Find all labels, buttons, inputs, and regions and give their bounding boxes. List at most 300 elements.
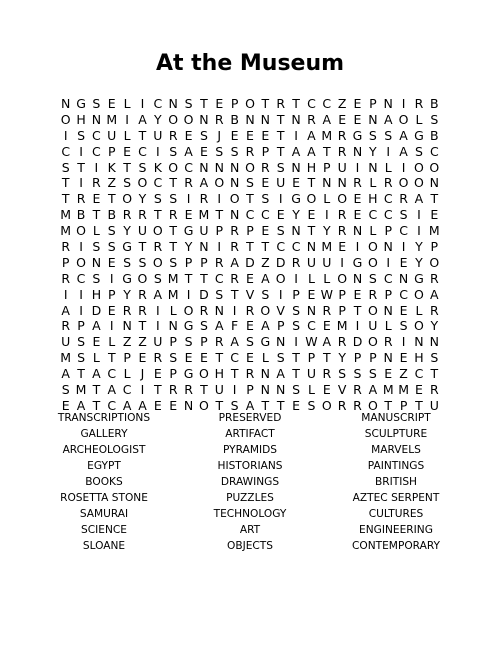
grid-letter: L: [369, 175, 377, 191]
grid-letter: C: [383, 191, 393, 207]
grid-letter: E: [338, 239, 347, 255]
grid-letter: H: [91, 286, 102, 302]
grid-letter: O: [60, 111, 71, 127]
grid-letter: D: [275, 254, 286, 270]
grid-letter: Y: [154, 111, 162, 127]
word-bank-item: MANUSCRIPT: [361, 412, 431, 424]
grid-letter: R: [337, 223, 347, 239]
grid-letter: T: [77, 366, 85, 382]
grid-letter: I: [294, 127, 298, 143]
grid-letter: L: [123, 127, 131, 143]
grid-letter: E: [307, 207, 316, 223]
grid-letter: Z: [399, 366, 408, 382]
grid-letter: E: [353, 96, 362, 111]
grid-letter: S: [414, 143, 423, 159]
grid-letter: R: [61, 270, 71, 286]
grid-row: [58, 96, 442, 112]
grid-letter: S: [61, 159, 70, 175]
grid-letter: A: [199, 175, 209, 191]
grid-letter: I: [186, 286, 191, 302]
grid-letter: O: [183, 111, 194, 127]
grid-letter: I: [109, 318, 114, 334]
grid-letter: S: [92, 270, 101, 286]
grid-letter: I: [401, 159, 406, 175]
grid-letter: P: [338, 286, 346, 302]
grid-letter: R: [337, 143, 347, 159]
grid-row: [58, 334, 442, 350]
grid-letter: C: [399, 223, 408, 239]
grid-letter: S: [199, 127, 208, 143]
grid-letter: N: [414, 334, 424, 350]
grid-letter: T: [169, 239, 178, 255]
grid-letter: P: [215, 223, 224, 239]
grid-letter: O: [245, 159, 255, 175]
grid-letter: C: [184, 159, 193, 175]
grid-letter: E: [246, 270, 254, 286]
word-bank-item: OBJECTS: [226, 540, 274, 552]
grid-letter: C: [61, 143, 71, 159]
grid-row: [58, 191, 442, 207]
grid-letter: C: [92, 143, 101, 159]
grid-letter: I: [109, 270, 114, 286]
grid-letter: N: [199, 111, 209, 127]
word-bank-item: SCULPTURE: [364, 428, 428, 440]
grid-letter: S: [123, 175, 132, 191]
word-bank-item: DRAWINGS: [220, 476, 280, 488]
grid-letter: I: [217, 191, 222, 207]
grid-letter: L: [261, 350, 269, 366]
grid-letter: E: [399, 350, 408, 366]
grid-letter: R: [368, 286, 378, 302]
grid-letter: R: [291, 254, 301, 270]
word-bank-item: BRITISH: [374, 476, 418, 488]
word-bank-item: PAINTINGS: [367, 460, 425, 472]
grid-letter: S: [307, 397, 316, 413]
grid-letter: R: [245, 143, 255, 159]
grid-letter: N: [91, 111, 102, 127]
grid-letter: S: [138, 254, 147, 270]
grid-letter: T: [92, 397, 101, 413]
grid-letter: I: [355, 159, 360, 175]
grid-letter: P: [77, 318, 85, 334]
grid-letter: E: [169, 397, 178, 413]
grid-letter: S: [384, 127, 393, 143]
grid-letter: R: [429, 302, 439, 318]
word-bank-item: TECHNOLOGY: [213, 508, 287, 520]
grid-letter: N: [383, 302, 393, 318]
grid-letter: N: [352, 270, 363, 286]
grid-letter: A: [230, 334, 239, 350]
grid-letter: O: [414, 159, 424, 175]
grid-letter: T: [292, 350, 300, 366]
grid-letter: T: [276, 127, 285, 143]
grid-letter: P: [246, 223, 254, 239]
grid-letter: E: [184, 207, 193, 223]
grid-letter: R: [199, 191, 209, 207]
grid-letter: Z: [107, 175, 117, 191]
grid-letter: I: [186, 191, 191, 207]
grid-letter: C: [368, 207, 378, 223]
grid-letter: T: [107, 191, 116, 207]
word-column-1: [29, 410, 179, 554]
grid-letter: U: [199, 223, 209, 239]
grid-letter: T: [77, 159, 85, 175]
grid-letter: E: [138, 350, 147, 366]
grid-letter: S: [276, 223, 285, 239]
grid-letter: Y: [123, 286, 131, 302]
grid-letter: R: [168, 127, 178, 143]
grid-letter: H: [306, 159, 317, 175]
grid-letter: A: [383, 111, 393, 127]
grid-letter: E: [199, 350, 208, 366]
grid-row: [58, 382, 442, 398]
grid-letter: L: [323, 191, 331, 207]
grid-letter: I: [140, 96, 145, 111]
grid-letter: T: [322, 350, 331, 366]
grid-letter: O: [168, 111, 179, 127]
grid-letter: U: [306, 366, 316, 382]
grid-letter: S: [276, 350, 285, 366]
grid-letter: I: [155, 318, 160, 334]
grid-letter: N: [291, 159, 301, 175]
grid-letter: C: [107, 397, 117, 413]
grid-letter: R: [214, 254, 224, 270]
grid-letter: B: [107, 207, 117, 223]
word-bank-item: SCIENCE: [81, 524, 127, 536]
grid-letter: I: [386, 143, 391, 159]
grid-letter: N: [429, 334, 439, 350]
grid-letter: D: [352, 334, 363, 350]
grid-letter: A: [291, 143, 301, 159]
grid-letter: G: [291, 191, 301, 207]
grid-letter: T: [92, 382, 101, 398]
grid-letter: N: [61, 96, 71, 111]
grid-letter: R: [337, 397, 347, 413]
grid-letter: S: [368, 270, 377, 286]
grid-row: [58, 112, 442, 128]
grid-letter: R: [322, 366, 332, 382]
grid-letter: P: [292, 286, 300, 302]
grid-letter: R: [168, 207, 178, 223]
grid-letter: E: [353, 207, 362, 223]
grid-letter: I: [155, 143, 160, 159]
grid-letter: C: [76, 270, 86, 286]
grid-letter: I: [417, 207, 421, 223]
grid-letter: O: [275, 270, 286, 286]
grid-letter: T: [276, 397, 285, 413]
grid-letter: R: [337, 334, 347, 350]
grid-letter: I: [417, 223, 421, 239]
grid-letter: T: [230, 366, 239, 382]
grid-letter: S: [169, 254, 178, 270]
grid-letter: S: [399, 318, 408, 334]
grid-letter: N: [291, 223, 301, 239]
grid-letter: E: [338, 111, 347, 127]
grid-letter: S: [77, 350, 85, 366]
grid-letter: C: [383, 270, 393, 286]
grid-letter: A: [261, 270, 270, 286]
grid-letter: C: [107, 366, 117, 382]
word-bank-item: TRANSCRIPTIONS: [57, 412, 151, 424]
grid-letter: S: [169, 350, 178, 366]
grid-letter: T: [384, 397, 393, 413]
grid-letter: F: [231, 318, 239, 334]
grid-letter: K: [153, 159, 162, 175]
grid-letter: M: [321, 127, 333, 143]
grid-letter: J: [140, 366, 145, 382]
grid-letter: E: [307, 286, 316, 302]
grid-letter: S: [153, 191, 162, 207]
grid-letter: M: [336, 318, 348, 334]
grid-letter: O: [229, 191, 240, 207]
grid-letter: S: [169, 191, 178, 207]
grid-letter: E: [322, 382, 331, 398]
grid-letter: S: [430, 111, 439, 127]
grid-letter: A: [122, 397, 132, 413]
grid-letter: N: [168, 318, 178, 334]
grid-letter: O: [76, 254, 86, 270]
grid-letter: B: [430, 127, 439, 143]
grid-letter: S: [430, 350, 439, 366]
grid-letter: R: [153, 350, 163, 366]
grid-letter: S: [353, 366, 362, 382]
grid-letter: T: [430, 191, 439, 207]
grid-row: [58, 303, 442, 319]
grid-letter: S: [215, 286, 224, 302]
grid-row: [58, 366, 442, 382]
grid-letter: W: [320, 286, 333, 302]
grid-letter: S: [261, 286, 270, 302]
grid-letter: R: [429, 382, 439, 398]
grid-letter: Y: [338, 350, 346, 366]
grid-letter: N: [260, 382, 271, 398]
grid-letter: S: [215, 143, 224, 159]
grid-letter: H: [414, 350, 424, 366]
grid-letter: A: [153, 286, 163, 302]
grid-letter: I: [401, 96, 406, 111]
grid-letter: I: [79, 239, 83, 255]
grid-letter: R: [138, 302, 147, 318]
grid-row: [58, 239, 442, 255]
grid-letter: E: [261, 223, 270, 239]
grid-letter: Y: [430, 318, 439, 334]
grid-letter: D: [91, 302, 102, 318]
grid-letter: U: [214, 382, 224, 398]
grid-letter: G: [122, 270, 132, 286]
grid-letter: I: [294, 334, 298, 350]
grid-letter: S: [153, 270, 162, 286]
grid-letter: S: [230, 397, 239, 413]
word-column-3: [321, 410, 471, 554]
grid-letter: R: [122, 302, 132, 318]
grid-letter: N: [291, 111, 301, 127]
grid-letter: E: [384, 366, 393, 382]
grid-letter: C: [230, 350, 239, 366]
grid-letter: O: [260, 302, 271, 318]
grid-letter: U: [429, 397, 439, 413]
grid-letter: V: [276, 302, 285, 318]
grid-letter: O: [414, 318, 424, 334]
grid-letter: I: [125, 111, 129, 127]
grid-letter: E: [414, 382, 423, 398]
grid-letter: T: [430, 366, 439, 382]
grid-letter: R: [184, 382, 193, 398]
grid-letter: U: [137, 223, 148, 239]
grid-letter: R: [383, 334, 393, 350]
grid-letter: P: [369, 350, 377, 366]
grid-letter: V: [337, 382, 347, 398]
grid-letter: R: [353, 397, 362, 413]
grid-row: [58, 223, 442, 239]
grid-letter: O: [367, 302, 378, 318]
grid-letter: U: [107, 127, 117, 143]
grid-letter: S: [338, 366, 347, 382]
grid-letter: T: [215, 397, 224, 413]
grid-letter: P: [61, 254, 70, 270]
grid-letter: H: [214, 366, 224, 382]
grid-letter: U: [153, 334, 163, 350]
grid-letter: T: [200, 270, 208, 286]
grid-letter: Z: [122, 334, 132, 350]
grid-letter: S: [292, 382, 301, 398]
grid-letter: R: [76, 191, 86, 207]
grid-letter: D: [199, 286, 209, 302]
grid-letter: N: [229, 207, 240, 223]
grid-letter: I: [278, 191, 283, 207]
grid-letter: O: [367, 397, 378, 413]
grid-letter: O: [198, 366, 209, 382]
grid-letter: T: [353, 302, 362, 318]
grid-letter: A: [307, 143, 316, 159]
grid-letter: L: [415, 111, 423, 127]
grid-letter: N: [214, 159, 224, 175]
grid-letter: S: [92, 96, 101, 111]
grid-letter: S: [77, 334, 85, 350]
grid-letter: T: [61, 175, 70, 191]
grid-letter: E: [107, 302, 116, 318]
grid-letter: P: [276, 318, 285, 334]
grid-letter: S: [184, 96, 193, 111]
grid-letter: P: [369, 96, 377, 111]
grid-letter: C: [214, 270, 224, 286]
grid-letter: N: [337, 175, 347, 191]
grid-letter: T: [154, 382, 162, 398]
grid-letter: T: [276, 111, 285, 127]
grid-letter: N: [429, 175, 439, 191]
grid-letter: O: [152, 223, 163, 239]
grid-letter: P: [323, 159, 331, 175]
grid-letter: K: [107, 159, 116, 175]
grid-letter: E: [107, 254, 116, 270]
grid-letter: T: [184, 270, 193, 286]
grid-letter: I: [79, 302, 83, 318]
grid-letter: L: [108, 334, 116, 350]
grid-letter: B: [230, 111, 239, 127]
word-bank-item: EGYPT: [87, 460, 121, 472]
grid-letter: O: [429, 254, 440, 270]
grid-letter: O: [245, 96, 255, 111]
grid-letter: T: [261, 96, 270, 111]
grid-letter: I: [140, 382, 145, 398]
grid-letter: N: [199, 239, 209, 255]
grid-letter: P: [169, 366, 177, 382]
grid-letter: S: [184, 334, 193, 350]
grid-letter: O: [168, 159, 179, 175]
grid-letter: B: [430, 96, 439, 111]
grid-letter: N: [383, 239, 393, 255]
grid-letter: T: [292, 96, 300, 111]
grid-letter: R: [92, 175, 101, 191]
grid-letter: I: [79, 143, 83, 159]
grid-letter: S: [261, 191, 270, 207]
grid-row: [58, 255, 442, 271]
grid-letter: R: [383, 175, 393, 191]
grid-letter: E: [399, 302, 408, 318]
grid-letter: V: [245, 286, 255, 302]
grid-letter: E: [153, 397, 162, 413]
grid-letter: R: [230, 239, 239, 255]
grid-letter: T: [200, 96, 208, 111]
grid-letter: U: [368, 318, 378, 334]
grid-letter: P: [123, 350, 131, 366]
grid-letter: L: [307, 382, 315, 398]
grid-letter: A: [184, 143, 193, 159]
grid-letter: I: [63, 127, 68, 143]
grid-letter: G: [352, 254, 363, 270]
grid-letter: R: [138, 286, 147, 302]
grid-letter: R: [399, 191, 408, 207]
grid-letter: Y: [322, 223, 331, 239]
letter-grid: [58, 96, 442, 414]
grid-letter: G: [183, 366, 194, 382]
grid-letter: I: [386, 254, 391, 270]
grid-letter: R: [414, 96, 424, 111]
grid-letter: S: [292, 302, 301, 318]
grid-letter: A: [414, 191, 424, 207]
grid-letter: T: [138, 239, 147, 255]
grid-letter: T: [61, 191, 70, 207]
grid-letter: S: [92, 239, 101, 255]
grid-letter: S: [276, 159, 285, 175]
grid-letter: I: [94, 159, 99, 175]
grid-letter: I: [355, 239, 360, 255]
word-bank-item: PRESERVED: [218, 412, 282, 424]
grid-letter: Y: [123, 223, 131, 239]
grid-letter: M: [75, 382, 87, 398]
grid-letter: E: [92, 334, 101, 350]
grid-letter: R: [230, 223, 239, 239]
grid-letter: P: [399, 397, 408, 413]
grid-letter: R: [307, 111, 316, 127]
grid-letter: Y: [369, 143, 377, 159]
grid-letter: M: [198, 207, 210, 223]
grid-letter: T: [92, 207, 101, 223]
grid-letter: D: [245, 254, 255, 270]
word-column-2: [175, 410, 325, 554]
grid-letter: T: [230, 286, 239, 302]
grid-letter: Y: [138, 191, 147, 207]
grid-letter: T: [169, 175, 178, 191]
grid-letter: S: [199, 318, 208, 334]
grid-letter: C: [414, 366, 424, 382]
grid-letter: T: [200, 382, 208, 398]
grid-letter: L: [92, 223, 100, 239]
grid-letter: I: [324, 207, 329, 223]
grid-letter: S: [399, 207, 408, 223]
grid-letter: O: [367, 239, 378, 255]
grid-letter: A: [399, 143, 408, 159]
grid-letter: T: [261, 397, 270, 413]
